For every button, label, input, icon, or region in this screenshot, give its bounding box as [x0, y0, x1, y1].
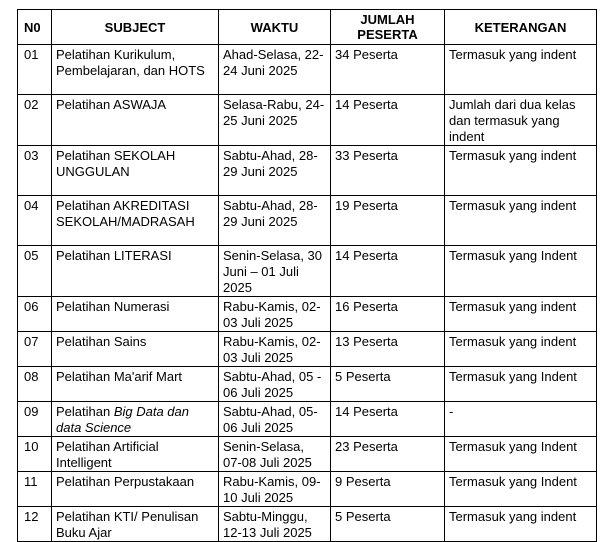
table-header-row — [18, 10, 597, 45]
cell-waktu: Senin-Selasa, 07-08 Juli 2025 — [219, 437, 331, 472]
cell-subject: Pelatihan LITERASI — [52, 246, 219, 297]
cell-waktu: Senin-Selasa, 30 Juni – 01 Juli 2025 — [219, 246, 331, 297]
cell-keterangan: Termasuk yang indent — [445, 507, 597, 542]
cell-jumlah: 14 Peserta — [331, 402, 445, 437]
cell-no: 05 — [18, 246, 52, 297]
table-row — [18, 95, 597, 146]
cell-jumlah: 16 Peserta — [331, 297, 445, 332]
cell-waktu: Ahad-Selasa, 22-24 Juni 2025 — [219, 45, 331, 95]
subject-prefix: Pelatihan — [56, 404, 114, 419]
cell-keterangan: Termasuk yang indent — [445, 45, 597, 95]
cell-subject: Pelatihan Kurikulum, Pembelajaran, dan HOTS — [52, 45, 219, 95]
cell-no: 08 — [18, 367, 52, 402]
table-row — [18, 246, 597, 297]
cell-no: 10 — [18, 437, 52, 472]
cell-waktu: Sabtu-Ahad, 28-29 Juni 2025 — [219, 146, 331, 196]
cell-keterangan: Termasuk yang Indent — [445, 367, 597, 402]
cell-waktu: Rabu-Kamis, 02-03 Juli 2025 — [219, 332, 331, 367]
table-row — [18, 367, 597, 402]
header-waktu: WAKTU — [219, 10, 331, 45]
cell-waktu: Selasa-Rabu, 24-25 Juni 2025 — [219, 95, 331, 146]
cell-jumlah: 9 Peserta — [331, 472, 445, 507]
cell-subject: Pelatihan Perpustakaan — [52, 472, 219, 507]
cell-jumlah: 5 Peserta — [331, 507, 445, 542]
cell-subject: Pelatihan Artificial Intelligent — [52, 437, 219, 472]
header-no: N0 — [18, 10, 52, 45]
subject-italic: Big Data dan data Science — [56, 404, 189, 435]
cell-subject: Pelatihan Sains — [52, 332, 219, 367]
cell-jumlah: 5 Peserta — [331, 367, 445, 402]
cell-waktu: Rabu-Kamis, 02-03 Juli 2025 — [219, 297, 331, 332]
cell-no: 04 — [18, 196, 52, 246]
cell-no: 09 — [18, 402, 52, 437]
cell-no: 03 — [18, 146, 52, 196]
cell-no: 12 — [18, 507, 52, 542]
cell-subject: Pelatihan KTI/ Penulisan Buku Ajar — [52, 507, 219, 542]
header-keterangan: KETERANGAN — [445, 10, 597, 45]
header-jumlah-peserta: JUMLAH PESERTA — [331, 10, 445, 45]
cell-subject: Pelatihan SEKOLAH UNGGULAN — [52, 146, 219, 196]
table-row — [18, 297, 597, 332]
cell-keterangan: Termasuk yang indent — [445, 196, 597, 246]
cell-waktu: Sabtu-Minggu, 12-13 Juli 2025 — [219, 507, 331, 542]
cell-jumlah: 34 Peserta — [331, 45, 445, 95]
cell-keterangan: Termasuk yang Indent — [445, 472, 597, 507]
cell-subject: Pelatihan Numerasi — [52, 297, 219, 332]
table-row — [18, 507, 597, 542]
cell-subject — [52, 402, 219, 437]
cell-no: 07 — [18, 332, 52, 367]
table-row — [18, 402, 597, 437]
cell-keterangan: Termasuk yang indent — [445, 332, 597, 367]
cell-waktu: Sabtu-Ahad, 05-06 Juli 2025 — [219, 402, 331, 437]
cell-jumlah: 23 Peserta — [331, 437, 445, 472]
cell-jumlah: 14 Peserta — [331, 95, 445, 146]
cell-no: 06 — [18, 297, 52, 332]
table-row — [18, 332, 597, 367]
table-row — [18, 472, 597, 507]
table-row — [18, 437, 597, 472]
cell-jumlah: 14 Peserta — [331, 246, 445, 297]
table-body — [18, 45, 597, 542]
cell-keterangan: Termasuk yang Indent — [445, 437, 597, 472]
cell-jumlah: 13 Peserta — [331, 332, 445, 367]
cell-subject: Pelatihan AKREDITASI SEKOLAH/MADRASAH — [52, 196, 219, 246]
cell-keterangan: Jumlah dari dua kelas dan termasuk yang indent — [445, 95, 597, 146]
cell-no: 02 — [18, 95, 52, 146]
cell-jumlah: 19 Peserta — [331, 196, 445, 246]
table-row — [18, 196, 597, 246]
cell-waktu: Sabtu-Ahad, 05 - 06 Juli 2025 — [219, 367, 331, 402]
training-schedule-table — [17, 9, 597, 542]
cell-keterangan: Termasuk yang Indent — [445, 246, 597, 297]
header-subject: SUBJECT — [52, 10, 219, 45]
table-row — [18, 146, 597, 196]
cell-subject: Pelatihan ASWAJA — [52, 95, 219, 146]
cell-waktu: Sabtu-Ahad, 28-29 Juni 2025 — [219, 196, 331, 246]
cell-no: 01 — [18, 45, 52, 95]
cell-subject: Pelatihan Ma'arif Mart — [52, 367, 219, 402]
cell-waktu: Rabu-Kamis, 09-10 Juli 2025 — [219, 472, 331, 507]
cell-jumlah: 33 Peserta — [331, 146, 445, 196]
cell-no: 11 — [18, 472, 52, 507]
cell-keterangan: Termasuk yang indent — [445, 146, 597, 196]
table-row — [18, 45, 597, 95]
cell-keterangan: Termasuk yang indent — [445, 297, 597, 332]
cell-keterangan: - — [445, 402, 597, 437]
